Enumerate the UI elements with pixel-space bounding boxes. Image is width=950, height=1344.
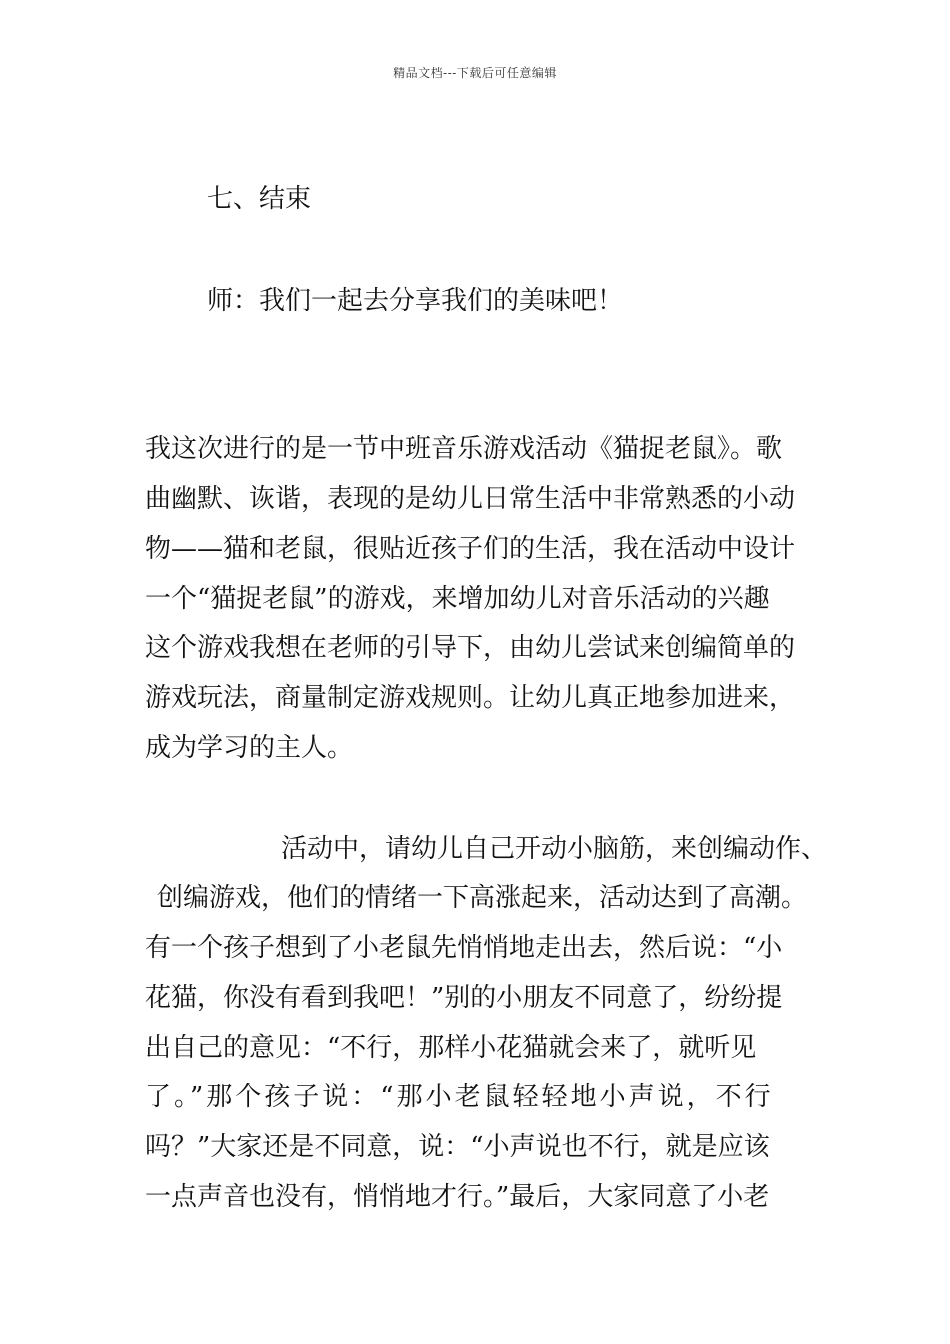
paragraph-line: 这个游戏我想在老师的引导下，由幼儿尝试来创编简单的 [145,633,796,663]
paragraph-line: 有一个孩子想到了小老鼠先悄悄地走出去，然后说：“小 [145,933,783,963]
teacher-line: 师：我们一起去分享我们的美味吧！ [207,286,624,316]
paragraph-line: 吗？”大家还是不同意，说：“小声说也不行，就是应该 [145,1132,770,1162]
paragraph-line: 活动中，请幼儿自己开动小脑筋，来创编动作、 [281,834,828,864]
paragraph-line: 花猫，你没有看到我吧！”别的小朋友不同意了，纷纷提 [145,983,783,1013]
paragraph-line: 一点声音也没有，悄悄地才行。”最后，大家同意了小老 [145,1182,770,1212]
paragraph-line: 成为学习的主人。 [145,733,354,763]
paragraph-line: 出自己的意见：“不行，那样小花猫就会来了，就听见 [145,1033,757,1063]
paragraph-line: 创编游戏，他们的情绪一下高涨起来，活动达到了高潮。 [157,883,808,913]
paragraph-line: 了。”那个孩子说：“那小老鼠轻轻地小声说，不行 [145,1082,774,1112]
paragraph-line: 我这次进行的是一节中班音乐游戏活动《猫捉老鼠》。歌 [145,434,783,464]
paragraph-line: 游戏玩法，商量制定游戏规则。让幼儿真正地参加进来， [145,683,796,713]
page-header: 精品文档---下载后可任意编辑 [393,66,557,80]
paragraph-line: 一个“猫捉老鼠”的游戏，来增加幼儿对音乐活动的兴趣 [145,584,770,614]
paragraph-line: 物——猫和老鼠，很贴近孩子们的生活，我在活动中设计 [145,534,796,564]
paragraph-line: 曲幽默、诙谐，表现的是幼儿日常生活中非常熟悉的小动 [145,484,796,514]
section-heading: 七、结束 [207,184,312,214]
